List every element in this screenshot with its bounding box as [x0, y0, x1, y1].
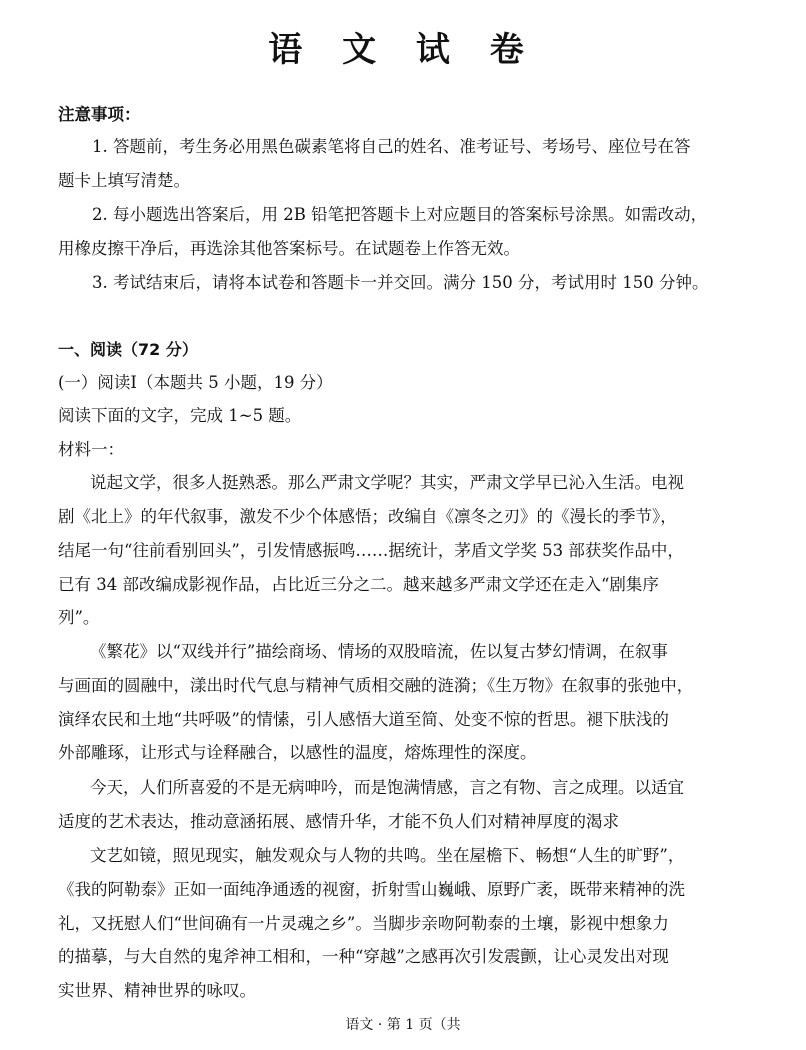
page-footer: 语文 · 第 1 页（共: [345, 1017, 461, 1033]
instruction-text: 阅读下面的文字，完成 1~5 题。: [58, 406, 302, 425]
material-label: 材料一：: [58, 440, 124, 459]
passage-line: 说起文学，很多人挺熟悉。那么严肃文学呢？其实，严肃文学早已沁入生活。电视: [90, 473, 684, 492]
notice-line: 题卡上填写清楚。: [58, 171, 190, 190]
passage-line: 已有 34 部改编成影视作品，占比近三分之二。越来越多严肃文学还在走入“剧集序: [58, 575, 659, 594]
passage-line: 适度的艺术表达，推动意涵拓展、感情升华，才能不负人们对精神厚度的渴求: [58, 812, 619, 831]
passage-line: 外部雕琢，让形式与诠释融合，以感性的温度，熔炼理性的深度。: [58, 743, 537, 762]
passage-line: 剧《北上》的年代叙事，激发不少个体感悟；改编自《凛冬之刃》的《漫长的季节》，: [58, 507, 677, 526]
passage-line: 与画面的圆融中，漾出时代气息与精神气质相交融的涟漪；《生万物》在叙事的张弛中，: [58, 676, 694, 695]
notice-line: 用橡皮擦干净后，再选涂其他答案标号。在试题卷上作答无效。: [58, 239, 520, 258]
passage-line: 结尾一句“往前看别回头”，引发情感振鸣……据统计，茅盾文学奖 53 部获奖作品中，: [58, 541, 684, 560]
passage-line: 列”。: [58, 608, 100, 627]
section-heading: 一、阅读（72 分）: [58, 340, 198, 359]
passage-line: 的描摹，与大自然的鬼斧神工相和，一种“穿越”之感再次引发震颤，让心灵发出对现: [58, 947, 669, 966]
passage-line: 《繁花》以“双线并行”描绘商场、情场的双股暗流，佐以复古梦幻情调，在叙事: [90, 642, 668, 661]
notice-line: 3. 考试结束后，请将本试卷和答题卡一并交回。满分 150 分，考试用时 150 分钟。: [92, 273, 709, 292]
passage-line: 演绎农民和土地“共呼吸”的情愫，引人感悟大道至简、处变不惊的哲思。褪下肤浅的: [58, 710, 669, 729]
notice-heading: 注意事项：: [58, 105, 141, 124]
passage-line: 《我的阿勒泰》正如一面纯净通透的视窗，折射雪山巍峨、原野广袤，既带来精神的洗: [58, 880, 685, 899]
passage-line: 实世界、精神世界的咏叹。: [58, 981, 256, 1000]
page-title: 语 文 试 卷: [268, 30, 538, 70]
passage-line: 礼，又抚慰人们“世间确有一片灵魂之乡”。当脚步亲吻阿勒泰的土壤，影视中想象力: [58, 914, 669, 933]
passage-line: 文艺如镜，照见现实，触发观众与人物的共鸣。坐在屋檐下、畅想“人生的旷野”，: [90, 846, 685, 865]
notice-line: 2. 每小题选出答案后，用 2B 铅笔把答题卡上对应题目的答案标号涂黑。如需改动，: [92, 205, 708, 224]
notice-line: 1. 答题前，考生务必用黑色碳素笔将自己的姓名、准考证号、考场号、座位号在答: [92, 137, 691, 156]
passage-line: 今天，人们所喜爱的不是无病呻吟，而是饱满情感，言之有物、言之成理。以适宜: [90, 778, 684, 797]
sub-section-heading: (一）阅读Ⅰ（本题共 5 小题，19 分）: [58, 373, 333, 392]
